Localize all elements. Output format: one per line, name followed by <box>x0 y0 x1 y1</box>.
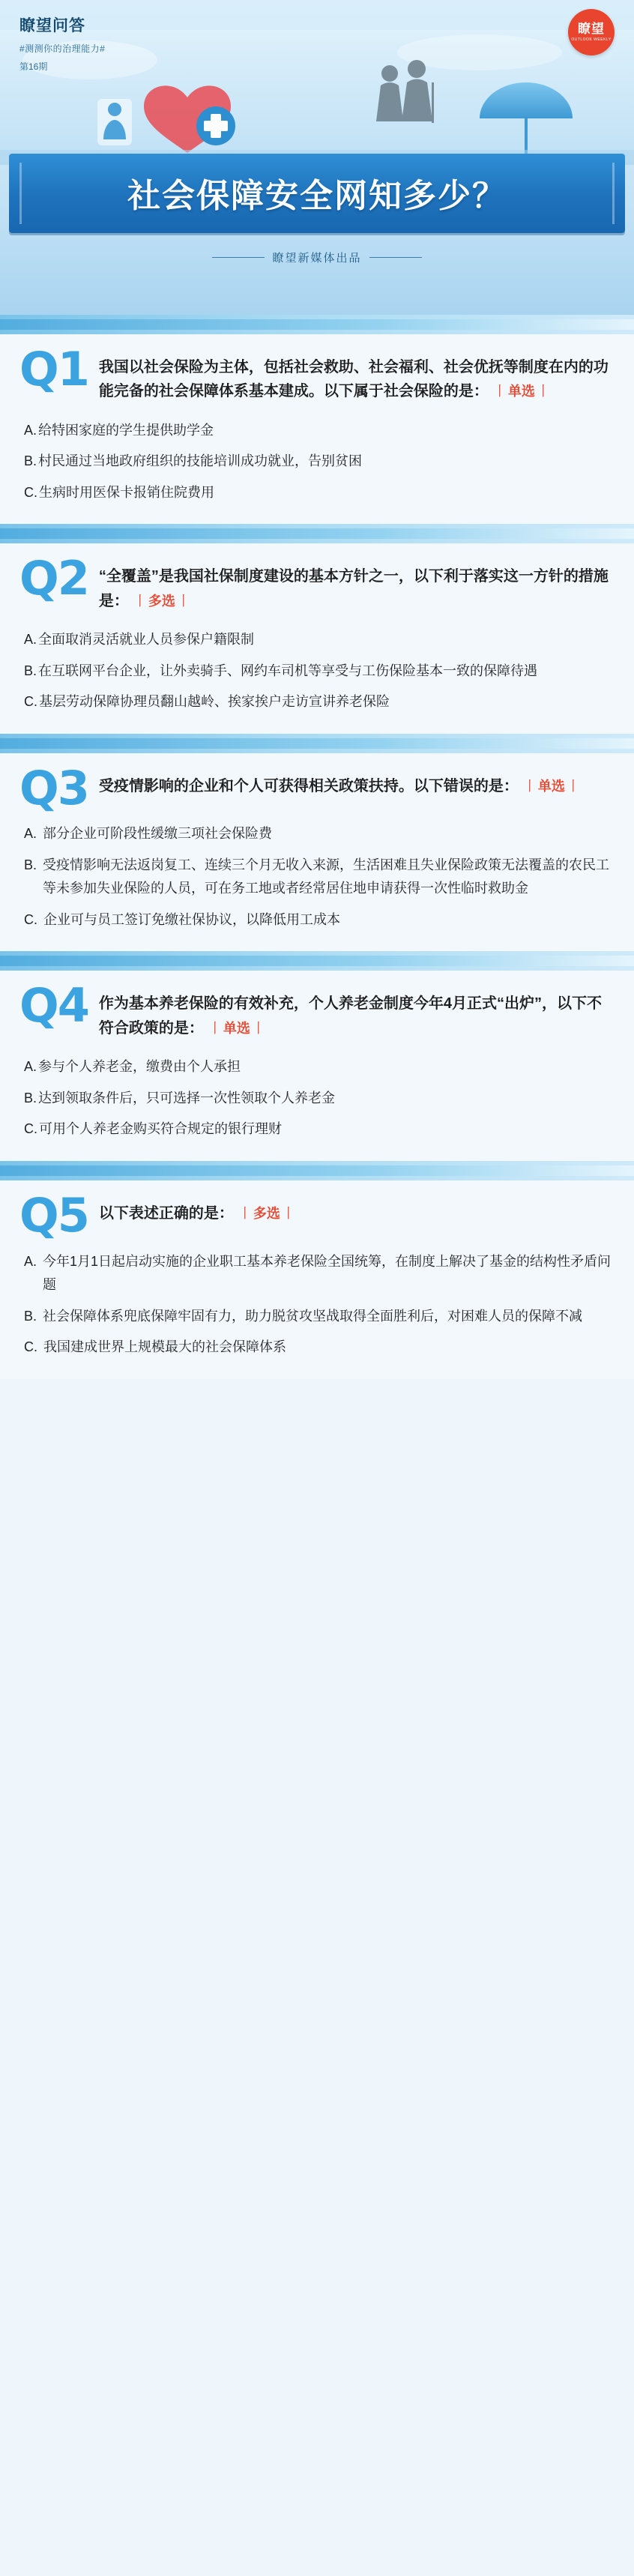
question-type-tag: 丨 多选 丨 <box>238 1205 295 1221</box>
options-list <box>19 822 615 932</box>
option-label: B. <box>24 663 37 678</box>
question-number: Q4 <box>19 978 88 1034</box>
option-label: A. <box>24 632 37 648</box>
option-text: 部分企业可阶段性缓缴三项社会保险费 <box>43 826 273 842</box>
section-divider-band <box>0 315 634 334</box>
options-list <box>19 1250 615 1360</box>
option-item[interactable] <box>24 690 615 714</box>
logo-cn-text: 瞭望 <box>578 22 605 36</box>
option-item[interactable] <box>24 481 615 505</box>
brand-hashtag: #测测你的治理能力# <box>19 43 106 54</box>
band-inner <box>0 319 634 330</box>
question-body <box>0 334 634 516</box>
brand-title: 瞭望问答 <box>19 17 85 34</box>
question-stem: 以下表述正确的是： <box>98 1204 234 1222</box>
header-banner <box>0 0 634 315</box>
question-number: Q2 <box>19 551 88 606</box>
question-block <box>0 1161 634 1379</box>
option-text: 在互联网平台企业，让外卖骑手、网约车司机等享受与工伤保险基本一致的保障待遇 <box>38 663 538 678</box>
options-list <box>19 628 615 714</box>
question-text <box>99 560 615 613</box>
option-text: 生病时用医保卡报销住院费用 <box>39 484 214 500</box>
option-label: B. <box>24 857 37 872</box>
question-body <box>0 971 634 1153</box>
question-number: Q5 <box>19 1187 88 1243</box>
question-type-tag: 丨 多选 丨 <box>133 593 190 609</box>
option-label: C. <box>24 484 37 500</box>
issue-number: 第16期 <box>19 61 48 72</box>
divider-left <box>212 257 265 258</box>
option-item[interactable] <box>24 1250 615 1297</box>
question-head <box>19 342 615 404</box>
option-item[interactable] <box>24 628 615 652</box>
question-body <box>0 1180 634 1372</box>
question-head <box>19 1187 615 1243</box>
option-text: 我国建成世界上规模最大的社会保障体系 <box>43 1339 286 1354</box>
option-label: A. <box>24 1059 37 1075</box>
option-text: 社会保障体系兜底保障牢固有力，助力脱贫攻坚战取得全面胜利后，对困难人员的保障不减 <box>43 1308 583 1324</box>
option-item[interactable] <box>24 660 615 684</box>
question-stem: 受疫情影响的企业和个人可获得相关政策扶持。以下错误的是： <box>98 777 519 794</box>
option-label: B. <box>24 1090 37 1105</box>
band-inner <box>0 738 634 749</box>
option-item[interactable] <box>24 908 615 932</box>
question-number: Q1 <box>19 342 88 396</box>
subtitle: 瞭望新媒体出品 <box>272 252 362 265</box>
option-text: 基层劳动保障协理员翻山越岭、挨家挨户走访宣讲养老保险 <box>39 694 390 710</box>
option-text: 参与个人养老金，缴费由个人承担 <box>38 1059 241 1075</box>
question-type-label: 单选 <box>537 778 565 794</box>
band-inner <box>0 528 634 539</box>
question-block <box>0 734 634 952</box>
options-list <box>19 419 615 505</box>
options-list <box>19 1055 615 1141</box>
divider-right <box>369 257 422 258</box>
question-block <box>0 524 634 733</box>
title-ribbon <box>0 154 634 265</box>
question-block <box>0 951 634 1160</box>
option-label: C. <box>24 1339 37 1354</box>
question-type-tag: 丨 单选 丨 <box>522 778 580 794</box>
option-item[interactable] <box>24 1117 615 1141</box>
option-label: A. <box>24 1253 37 1269</box>
question-stem: 我国以社会保险为主体，包括社会救助、社会福利、社会优抚等制度在内的功能完备的社会保障体系基本建成。以下属于社会保险的是： <box>98 359 609 400</box>
option-item[interactable] <box>24 1087 615 1111</box>
question-block <box>0 315 634 524</box>
question-body <box>0 543 634 726</box>
question-text <box>99 770 615 798</box>
option-item[interactable] <box>24 854 615 901</box>
option-text: 村民通过当地政府组织的技能培训成功就业，告别贫困 <box>38 453 363 469</box>
question-type-label: 单选 <box>507 384 535 399</box>
subtitle-row <box>0 250 634 265</box>
question-stem: “全覆盖”是我国社保制度建设的基本方针之一，以下利于落实这一方针的措施是： <box>98 568 609 609</box>
option-label: B. <box>24 1308 37 1324</box>
brand-block <box>19 13 105 73</box>
question-text <box>99 987 615 1040</box>
question-type-label: 多选 <box>253 1205 280 1221</box>
option-text: 达到领取条件后，只可选择一次性领取个人养老金 <box>38 1090 336 1105</box>
band-inner <box>0 1165 634 1176</box>
option-text: 受疫情影响无法返岗复工、连续三个月无收入来源，生活困难且失业保险政策无法覆盖的农民工等未参加失业保险的人员，可在务工地或者经常居住地申请获得一次性临时救助金 <box>43 857 610 896</box>
logo-en-text: OUTLOOK WEEKLY <box>571 37 612 42</box>
question-text <box>99 351 615 404</box>
option-label: B. <box>24 453 37 469</box>
option-item[interactable] <box>24 822 615 846</box>
question-head <box>19 978 615 1040</box>
option-text: 给特困家庭的学生提供助学金 <box>38 422 214 438</box>
section-divider-band <box>0 1161 634 1180</box>
question-head <box>19 551 615 613</box>
question-text <box>99 1197 615 1225</box>
page-title: 社会保障安全网知多少？ <box>127 177 507 215</box>
option-text: 可用个人养老金购买符合规定的银行理财 <box>39 1121 282 1137</box>
option-text: 全面取消灵活就业人员参保户籍限制 <box>38 632 255 648</box>
option-label: C. <box>24 694 37 710</box>
option-label: A. <box>24 422 37 438</box>
option-text: 今年1月1日起启动实施的企业职工基本养老保险全国统筹，在制度上解决了基金的结构性矛盾问题 <box>43 1253 612 1292</box>
option-item[interactable] <box>24 1305 615 1329</box>
option-item[interactable] <box>24 1055 615 1079</box>
question-type-tag: 丨 单选 丨 <box>492 384 550 399</box>
outlook-logo-badge <box>568 9 615 55</box>
question-type-tag: 丨 单选 丨 <box>208 1020 265 1036</box>
option-item[interactable] <box>24 419 615 443</box>
option-item[interactable] <box>24 450 615 474</box>
question-number: Q3 <box>19 760 88 815</box>
option-label: C. <box>24 1121 37 1137</box>
band-inner <box>0 956 634 966</box>
question-type-label: 多选 <box>148 593 175 609</box>
option-text: 企业可与员工签订免缴社保协议，以降低用工成本 <box>43 911 340 927</box>
option-label: A. <box>24 826 37 842</box>
section-divider-band <box>0 734 634 753</box>
option-item[interactable] <box>24 1336 615 1360</box>
question-body <box>0 753 634 944</box>
option-label: C. <box>24 911 37 927</box>
questions-container <box>0 315 634 1379</box>
section-divider-band <box>0 524 634 543</box>
question-stem: 作为基本养老保险的有效补充，个人养老金制度今年4月正式“出炉”，以下不符合政策的是： <box>98 995 602 1037</box>
question-type-label: 单选 <box>223 1020 250 1036</box>
section-divider-band <box>0 951 634 971</box>
question-head <box>19 760 615 815</box>
